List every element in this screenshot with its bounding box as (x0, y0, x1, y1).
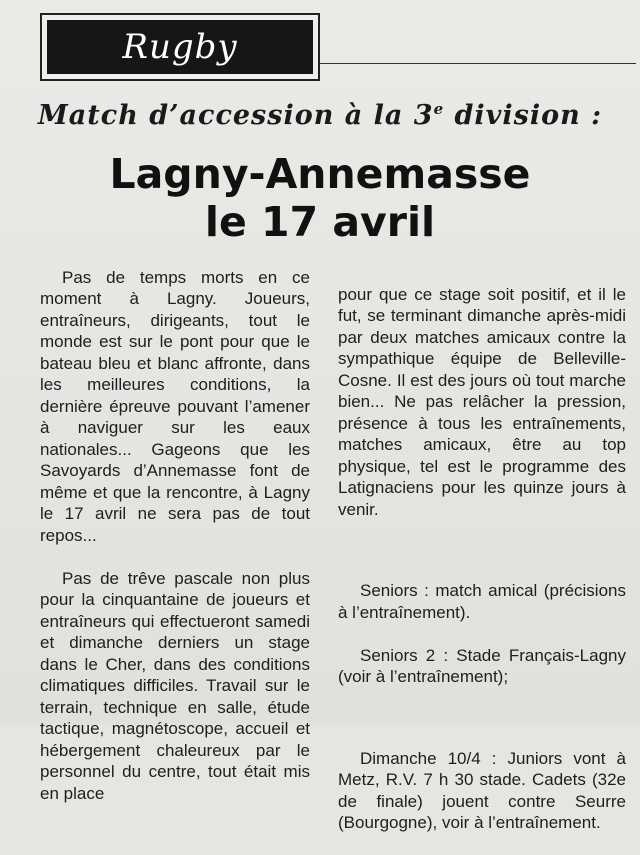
seniors-note: Seniors : match amical (précisions à l’entraînement). (338, 581, 626, 622)
subheadline-main: Match d’accession à la 3 (37, 100, 434, 131)
paragraph: Pas de trêve pascale non plus pour la cinquantaine de joueurs et entraîneurs qui effectueront samedi et dimanche derniers un stage dans le Cher, dans des conditions climatiques difficiles. Travail sur le terrain, technique en salle, étude tactique, magnétoscope, accueil et hébergement chaleureux par le personnel du centre, tout était mis en place (40, 568, 310, 803)
headline-line-2: le 17 avril (204, 198, 436, 246)
section-kicker-box (40, 13, 320, 81)
subheadline-end: division : (444, 100, 603, 131)
spacer (338, 542, 626, 559)
kicker-rule (320, 63, 636, 64)
section-kicker: Rugby (47, 20, 313, 74)
subheadline-superscript: e (433, 100, 445, 118)
article-column-1 (40, 245, 310, 826)
seniors-2-note: Seniors 2 : Stade Français-Lagny (voir à l’entraînement); (338, 645, 626, 686)
schedule-note: Dimanche 10/4 : Juniors vont à Metz, R.V. 7 h 30 stade. Cadets (32e de finale) jouent contre Seurre (Bourgogne), voir à l’entraînement. (338, 748, 626, 832)
spacer (338, 709, 626, 726)
paragraph: pour que ce stage soit positif, et il le fut, se terminant dimanche après-midi par deux matches amicaux contre la sympathique équipe de Belleville-Cosne. Il est des jours où tout marche bien... Ne pas relâcher la pression, présence à tous les entraînements, matches amicaux, être au top physique, tel est le programme des Latignaciens pour les quinze jours à venir. (338, 284, 626, 519)
headline (0, 150, 640, 246)
article-column-2 (338, 262, 626, 855)
subheadline (0, 100, 640, 131)
paragraph: Pas de temps morts en ce moment à Lagny. Joueurs, entraîneurs, dirigeants, tout le monde est sur le pont pour que le bateau bleu et blanc affronte, dans les meilleures conditions, la dernière épreuve pouvant l’amener à naviguer sur les eaux nationales... Gageons que les Savoyards d’Annemasse font de même et que la rencontre, à Lagny le 17 avril ne sera pas de tout repos... (40, 267, 310, 545)
headline-line-1: Lagny-Annemasse (109, 150, 531, 198)
